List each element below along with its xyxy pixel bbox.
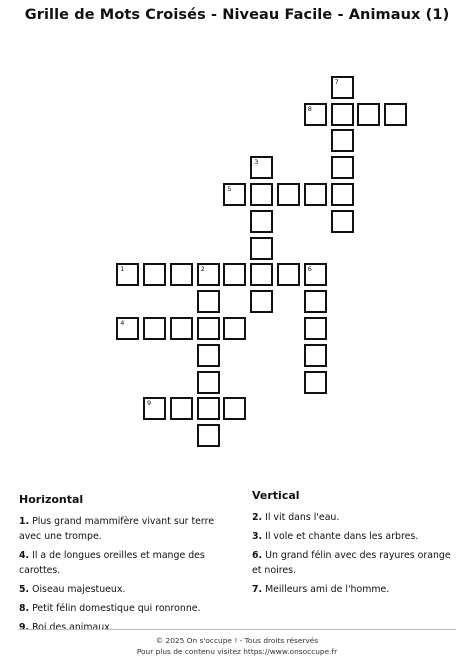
grid-cell[interactable] (250, 183, 273, 206)
clue-number-label: 8. (19, 603, 30, 614)
grid-cell[interactable] (197, 397, 220, 420)
clue-text: Il vit dans l'eau. (265, 512, 340, 523)
copyright-text: © 2025 On s'occupe ! - Tous droits réservés (155, 636, 319, 645)
grid-cell[interactable] (250, 290, 273, 313)
clue-text: Petit félin domestique qui ronronne. (32, 603, 201, 614)
grid-cell[interactable] (277, 183, 300, 206)
grid-cell[interactable] (304, 344, 327, 367)
grid-cell[interactable] (384, 103, 407, 126)
grid-cell[interactable] (250, 263, 273, 286)
grid-cell[interactable] (197, 317, 220, 340)
grid-cell[interactable] (170, 263, 193, 286)
grid-cell[interactable] (250, 156, 273, 179)
grid-cell[interactable] (116, 317, 139, 340)
clue-number: 4 (120, 318, 125, 327)
grid-cell[interactable] (116, 263, 139, 286)
grid-cell[interactable] (143, 263, 166, 286)
clue-text: Roi des animaux. (32, 622, 113, 633)
grid-cell[interactable] (250, 237, 273, 260)
grid-cell[interactable] (331, 183, 354, 206)
footer-divider (18, 629, 456, 630)
clue-text: Plus grand mammifère vivant sur terre avec une trompe. (19, 516, 215, 542)
clue-number: 6 (307, 265, 312, 274)
grid-cell[interactable] (304, 183, 327, 206)
clue-number-label: 1. (19, 516, 30, 527)
clue-text: Il a de longues oreilles et mange des carottes. (19, 550, 205, 576)
grid-cell[interactable] (304, 103, 327, 126)
clue-text: Un grand félin avec des rayures orange et noires. (252, 550, 451, 576)
grid-cell[interactable] (331, 210, 354, 233)
grid-cell[interactable] (143, 317, 166, 340)
grid-cell[interactable] (304, 371, 327, 394)
horizontal-clue (19, 514, 237, 544)
clue-number-label: 3. (252, 531, 263, 542)
clue-number: 8 (307, 104, 312, 113)
clue-number: 5 (227, 184, 232, 193)
grid-cell[interactable] (331, 129, 354, 152)
horizontal-clue-list (19, 514, 237, 639)
footer (0, 635, 474, 657)
grid-cell[interactable] (170, 397, 193, 420)
vertical-clue-list (252, 510, 457, 601)
clue-number: 3 (254, 158, 259, 167)
clue-text: Meilleurs ami de l'homme. (265, 584, 390, 595)
grid-cell[interactable] (357, 103, 380, 126)
clue-number: 9 (147, 399, 152, 408)
vertical-clue (252, 582, 457, 597)
horizontal-clue (19, 601, 237, 616)
grid-cell[interactable] (331, 156, 354, 179)
vertical-heading: Vertical (252, 489, 300, 502)
clue-number: 7 (334, 77, 339, 86)
horizontal-clue (19, 582, 237, 597)
grid-cell[interactable] (223, 317, 246, 340)
vertical-clue (252, 548, 457, 578)
grid-cell[interactable] (277, 263, 300, 286)
grid-cell[interactable] (304, 263, 327, 286)
horizontal-heading: Horizontal (19, 493, 84, 506)
grid-cell[interactable] (197, 344, 220, 367)
clue-text: Oiseau majestueux. (32, 584, 126, 595)
website-text: Pour plus de contenu visitez https://www.onsoccupe.fr (136, 647, 338, 656)
clue-number-label: 2. (252, 512, 263, 523)
horizontal-clue (19, 548, 237, 578)
clue-number-label: 5. (19, 584, 30, 595)
grid-cell[interactable] (197, 263, 220, 286)
grid-cell[interactable] (250, 210, 273, 233)
grid-cell[interactable] (331, 103, 354, 126)
grid-cell[interactable] (304, 317, 327, 340)
grid-cell[interactable] (197, 371, 220, 394)
grid-cell[interactable] (170, 317, 193, 340)
vertical-clue (252, 510, 457, 525)
grid-cell[interactable] (197, 290, 220, 313)
clue-text: Il vole et chante dans les arbres. (265, 531, 419, 542)
clue-number-label: 9. (19, 622, 30, 633)
grid-cell[interactable] (223, 263, 246, 286)
grid-cell[interactable] (143, 397, 166, 420)
clue-number-label: 4. (19, 550, 30, 561)
page-title: Grille de Mots Croisés - Niveau Facile - Animaux (1) (24, 7, 450, 23)
clue-number: 1 (120, 265, 125, 274)
grid-cell[interactable] (197, 424, 220, 447)
vertical-clue (252, 529, 457, 544)
clue-number: 2 (200, 265, 205, 274)
clue-number-label: 7. (252, 584, 263, 595)
horizontal-clue (19, 620, 237, 635)
grid-cell[interactable] (223, 397, 246, 420)
grid-cell[interactable] (223, 183, 246, 206)
grid-cell[interactable] (304, 290, 327, 313)
grid-cell[interactable] (331, 76, 354, 99)
clue-number-label: 6. (252, 550, 263, 561)
